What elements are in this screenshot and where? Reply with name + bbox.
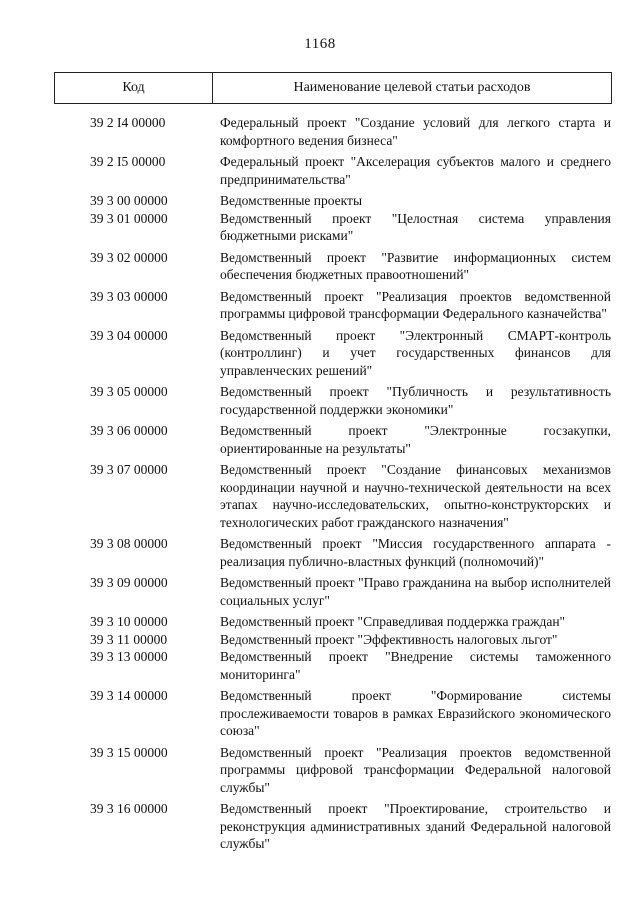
row-name: Ведомственные проекты bbox=[220, 193, 363, 208]
row-code: 39 3 05 00000 bbox=[90, 384, 168, 399]
row-code: 39 2 I4 00000 bbox=[90, 115, 166, 130]
row-code: 39 3 04 00000 bbox=[90, 327, 168, 343]
row-code: 39 3 03 00000 bbox=[90, 288, 168, 304]
table-row bbox=[0, 422, 640, 457]
row-name: Федеральный проект "Создание условий для легкого старта и комфортного ведения бизнеса" bbox=[220, 115, 611, 148]
row-name: Федеральный проект "Акселерация субъектов малого и среднего предпринимательства" bbox=[220, 154, 611, 187]
row-name: Ведомственный проект "Реализация проектов ведомственной программы цифровой трансформации Федеральной налоговой службы" bbox=[220, 744, 611, 795]
row-name: Ведомственный проект "Внедрение системы таможенного мониторинга" bbox=[220, 649, 611, 682]
row-code: 39 3 00 00000 bbox=[90, 193, 168, 208]
row-code: 39 3 08 00000 bbox=[90, 536, 168, 551]
row-name: Ведомственный проект "Электронные госзакупки, ориентированные на результаты" bbox=[220, 423, 611, 456]
table-header bbox=[54, 72, 612, 104]
table-row bbox=[0, 114, 640, 149]
page-number: 1168 bbox=[304, 36, 336, 52]
row-code: 39 3 01 00000 bbox=[90, 210, 168, 226]
table-row bbox=[0, 153, 640, 188]
row-code: 39 3 16 00000 bbox=[90, 801, 168, 816]
row-name: Ведомственный проект "Электронный СМАРТ-контроль (контроллинг) и учет государственных финансов для управленческих решений" bbox=[220, 327, 611, 378]
table-row bbox=[0, 648, 640, 683]
row-code: 39 3 02 00000 bbox=[90, 249, 168, 265]
row-name: Ведомственный проект "Проектирование, строительство и реконструкция административных зданий Федеральной налоговой службы" bbox=[220, 801, 611, 851]
header-code: Код bbox=[55, 73, 213, 103]
table-row bbox=[0, 687, 640, 740]
row-code: 39 3 09 00000 bbox=[90, 575, 168, 590]
table-row bbox=[0, 210, 640, 245]
row-name: Ведомственный проект "Эффективность налоговых льгот" bbox=[220, 631, 558, 647]
row-code: 39 2 I5 00000 bbox=[90, 154, 166, 169]
row-name: Ведомственный проект "Развитие информационных систем обеспечения бюджетных правоотношений" bbox=[220, 249, 611, 282]
row-name: Ведомственный проект "Реализация проектов ведомственной программы цифровой трансформации Федерального казначейства" bbox=[220, 288, 611, 321]
table-row bbox=[0, 744, 640, 797]
table-row bbox=[0, 535, 640, 570]
row-code: 39 3 06 00000 bbox=[90, 423, 168, 438]
row-code: 39 3 13 00000 bbox=[90, 649, 168, 664]
row-code: 39 3 10 00000 bbox=[90, 614, 168, 629]
row-name: Ведомственный проект "Справедливая поддержка граждан" bbox=[220, 614, 566, 629]
table-row bbox=[0, 192, 640, 210]
table-body bbox=[0, 114, 640, 857]
row-code: 39 3 11 00000 bbox=[90, 631, 168, 647]
table-row bbox=[0, 461, 640, 531]
row-code: 39 3 07 00000 bbox=[90, 462, 168, 477]
table-row bbox=[0, 288, 640, 323]
row-name: Ведомственный проект "Формирование системы прослеживаемости товаров в рамках Евразийского экономического союза" bbox=[220, 688, 611, 738]
table-row bbox=[0, 574, 640, 609]
row-name: Ведомственный проект "Целостная система управления бюджетными рисками" bbox=[220, 210, 611, 243]
row-name: Ведомственный проект "Миссия государственного аппарата - реализация публично-властных функций (полномочий)" bbox=[220, 536, 611, 569]
row-name: Ведомственный проект "Создание финансовых механизмов координации научной и научно-технической деятельности на всех этапах научно-исследовательских, опытно-конструкторских и технологических работ гражданского назначения" bbox=[220, 462, 611, 530]
row-name: Ведомственный проект "Публичность и результативность государственной поддержки экономики" bbox=[220, 384, 611, 417]
header-name: Наименование целевой статьи расходов bbox=[293, 80, 531, 95]
table-row bbox=[0, 327, 640, 380]
table-row bbox=[0, 631, 640, 649]
row-code: 39 3 14 00000 bbox=[90, 688, 168, 703]
table-row bbox=[0, 249, 640, 284]
table-row bbox=[0, 800, 640, 853]
row-name: Ведомственный проект "Право гражданина на выбор исполнителей социальных услуг" bbox=[220, 575, 611, 608]
row-code: 39 3 15 00000 bbox=[90, 744, 168, 760]
table-row bbox=[0, 383, 640, 418]
table-row bbox=[0, 613, 640, 631]
